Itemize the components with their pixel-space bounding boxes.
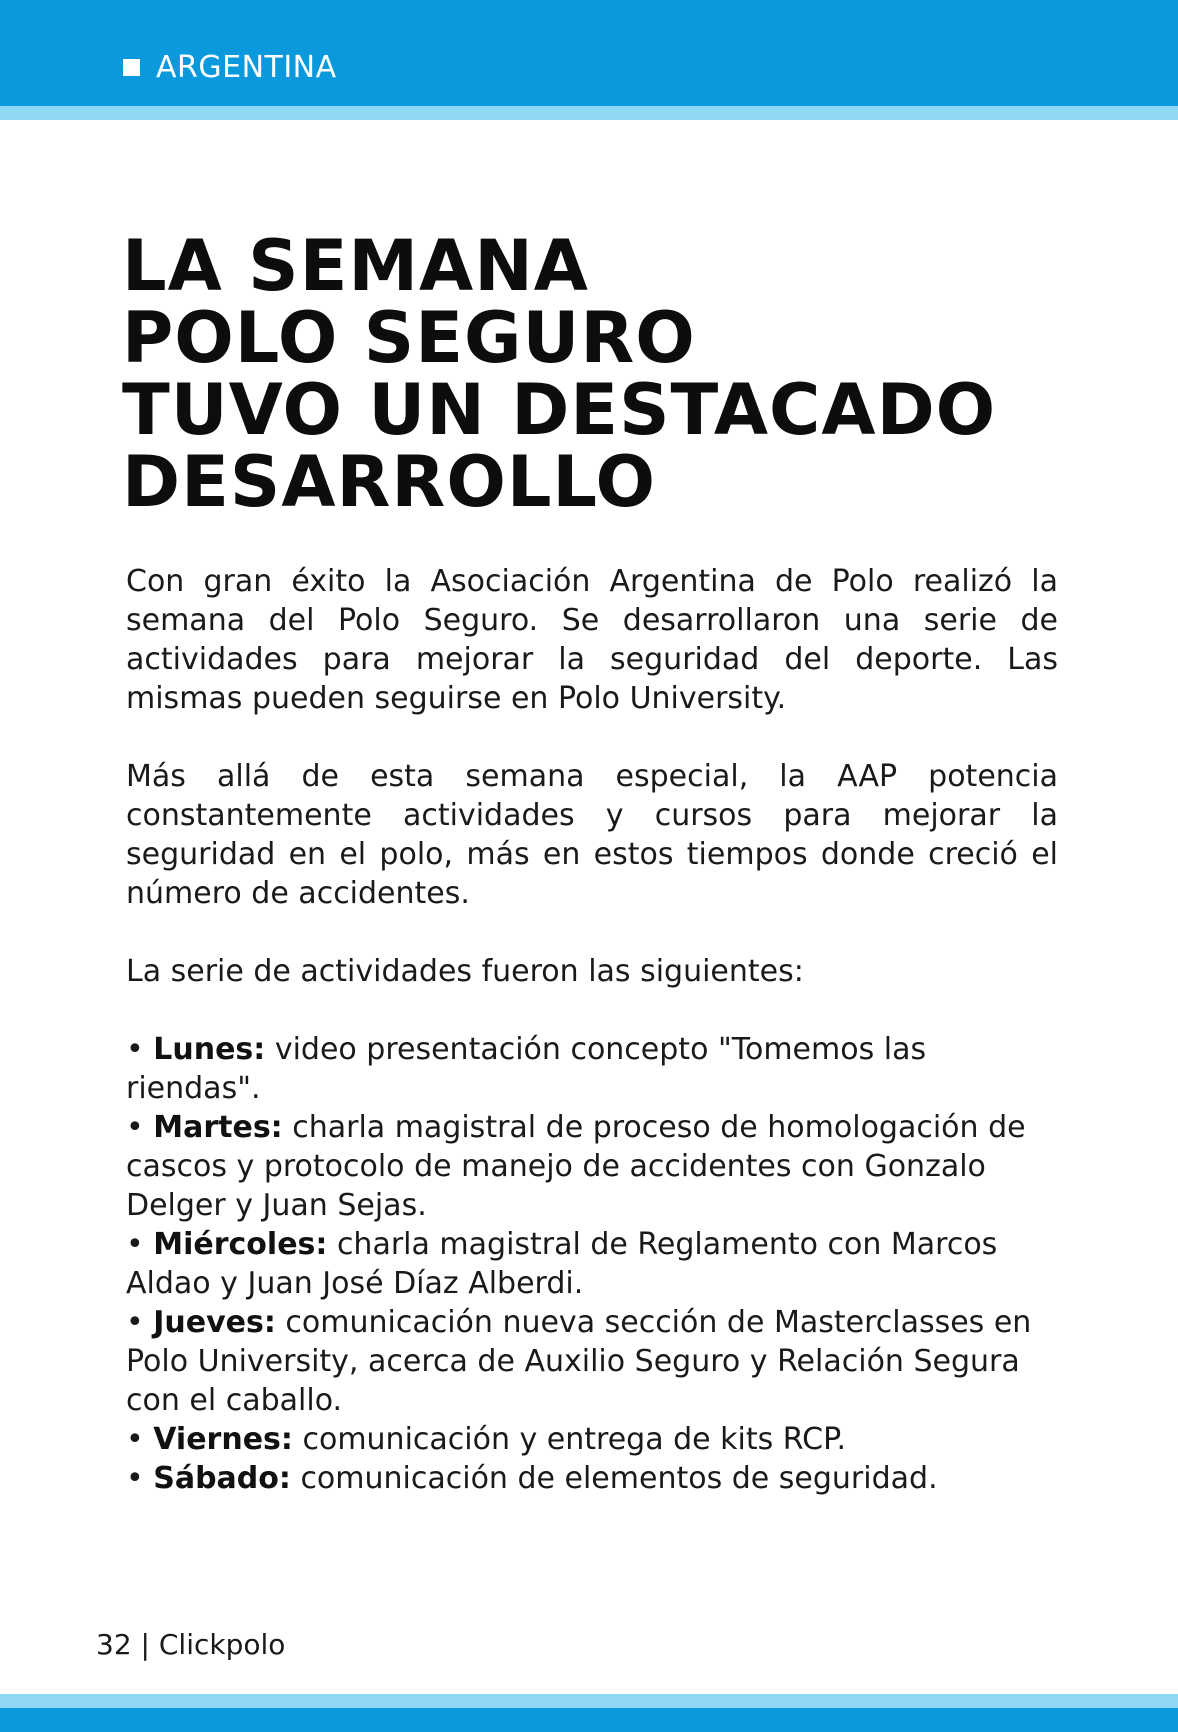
activities-list bbox=[126, 1030, 1058, 1498]
header-stripe bbox=[0, 106, 1178, 120]
activity-text: video presentación concepto "Tomemos las riendas". bbox=[126, 1032, 927, 1106]
activity-day: Viernes: bbox=[153, 1422, 293, 1457]
activity-text: comunicación y entrega de kits RCP. bbox=[302, 1422, 847, 1457]
activity-text: charla magistral de proceso de homologación de cascos y protocolo de manejo de accidentes con Gonzalo Delger y Juan Sejas. bbox=[126, 1110, 1026, 1223]
list-item: • Miércoles: charla magistral de Reglamento con Marcos Aldao y Juan José Díaz Alberdi. bbox=[126, 1227, 998, 1301]
list-item: • Sábado: comunicación de elementos de seguridad. bbox=[126, 1461, 938, 1496]
title-line: TUVO UN DESTACADO bbox=[122, 369, 997, 451]
section-name: ARGENTINA bbox=[156, 49, 337, 85]
square-icon bbox=[123, 59, 140, 76]
footer-band bbox=[0, 1708, 1178, 1732]
section-label bbox=[123, 47, 337, 87]
header-band bbox=[0, 0, 1178, 106]
list-item: • Martes: charla magistral de proceso de homologación de cascos y protocolo de manejo de accidentes con Gonzalo Delger y Juan Sejas. bbox=[126, 1110, 1026, 1223]
list-intro: La serie de actividades fueron las siguientes: bbox=[126, 954, 804, 989]
list-item: • Jueves: comunicación nueva sección de Masterclasses en Polo University, acerca de Auxilio Seguro y Relación Segura con el caballo. bbox=[126, 1305, 1032, 1418]
activity-day: Jueves: bbox=[153, 1305, 276, 1340]
list-item: • Viernes: comunicación y entrega de kits RCP. bbox=[126, 1422, 847, 1457]
article-title bbox=[122, 225, 1122, 523]
activity-day: Martes: bbox=[153, 1110, 283, 1145]
activity-day: Sábado: bbox=[153, 1461, 291, 1496]
page-footer: 32 | Clickpolo bbox=[96, 1628, 286, 1661]
title-line: DESARROLLO bbox=[122, 441, 657, 523]
activity-text: comunicación nueva sección de Masterclasses en Polo University, acerca de Auxilio Seguro y Relación Segura con el caballo. bbox=[126, 1305, 1032, 1418]
activity-text: charla magistral de Reglamento con Marcos Aldao y Juan José Díaz Alberdi. bbox=[126, 1227, 998, 1301]
activity-day: Lunes: bbox=[153, 1032, 266, 1067]
activity-day: Miércoles: bbox=[153, 1227, 328, 1262]
title-line: POLO SEGURO bbox=[122, 297, 696, 379]
second-paragraph: Más allá de esta semana especial, la AAP potencia constantemente actividades y cursos para mejorar la seguridad en el polo, más en estos tiempos donde creció el número de accidentes. bbox=[126, 759, 1058, 911]
list-item: • Lunes: video presentación concepto "Tomemos las riendas". bbox=[126, 1032, 927, 1106]
intro-paragraph: Con gran éxito la Asociación Argentina de Polo realizó la semana del Polo Seguro. Se desarrollaron una serie de actividades para mejorar la seguridad del deporte. Las mismas pueden seguirse en Polo University. bbox=[126, 564, 1058, 716]
footer-stripe bbox=[0, 1694, 1178, 1708]
activity-text: comunicación de elementos de seguridad. bbox=[300, 1461, 938, 1496]
title-line: LA SEMANA bbox=[122, 225, 589, 307]
